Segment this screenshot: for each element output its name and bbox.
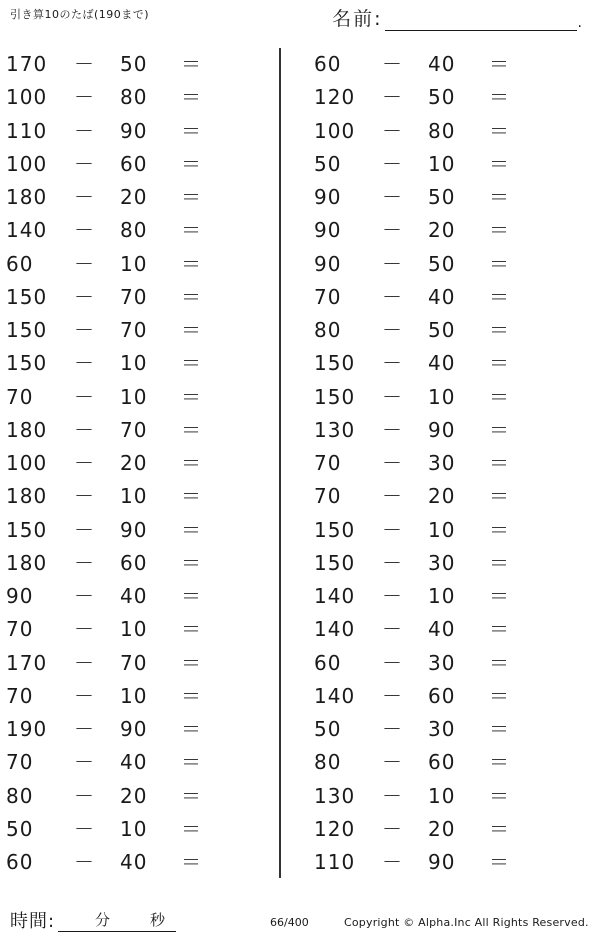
minuend: 70 [6, 683, 34, 708]
problem-row [308, 48, 588, 81]
minus-sign: － [74, 617, 94, 642]
minuend: 60 [6, 850, 34, 874]
minuend: 90 [314, 251, 342, 276]
equals-sign: ＝ [489, 85, 509, 110]
equals-sign: ＝ [489, 517, 509, 542]
problem-row [0, 314, 280, 347]
minuend: 150 [314, 517, 356, 542]
problem-row [0, 48, 280, 81]
minus-sign: － [74, 185, 94, 209]
subtrahend: 40 [428, 52, 456, 76]
equals-sign: ＝ [181, 584, 201, 608]
subtrahend: 60 [428, 683, 456, 708]
minus-sign: － [382, 417, 402, 442]
problem-row [308, 314, 588, 347]
copyright-notice: Copyright © Alpha.Inc All Rights Reserved. [344, 916, 589, 929]
minus-sign: － [382, 185, 402, 209]
equals-sign: ＝ [181, 384, 201, 409]
minuend: 50 [314, 717, 342, 741]
subtrahend: 20 [120, 783, 148, 808]
problem-row [308, 680, 588, 713]
equals-sign: ＝ [489, 550, 509, 575]
seconds-label: 秒 [150, 911, 166, 929]
equals-sign: ＝ [489, 417, 509, 442]
minus-sign: － [382, 384, 402, 409]
subtrahend: 80 [428, 118, 456, 143]
subtrahend: 40 [120, 584, 148, 608]
subtrahend: 30 [428, 451, 456, 475]
equals-sign: ＝ [489, 185, 509, 209]
minuend: 170 [6, 52, 48, 76]
subtrahend: 10 [428, 517, 456, 542]
minus-sign: － [382, 783, 402, 808]
equals-sign: ＝ [181, 850, 201, 874]
subtrahend: 90 [120, 118, 148, 143]
minuend: 140 [6, 218, 48, 243]
problem-row [0, 248, 280, 281]
minuend: 60 [314, 52, 342, 76]
page-count: 66/400 [270, 916, 309, 929]
subtrahend: 20 [428, 816, 456, 841]
problem-row [0, 647, 280, 680]
minuend: 130 [314, 417, 356, 442]
equals-sign: ＝ [489, 750, 509, 775]
subtrahend: 70 [120, 284, 148, 309]
minus-sign: － [382, 451, 402, 475]
minuend: 70 [6, 384, 34, 409]
equals-sign: ＝ [181, 517, 201, 542]
minus-sign: － [74, 451, 94, 475]
minuend: 90 [314, 185, 342, 209]
problem-row [0, 813, 280, 846]
subtrahend: 60 [428, 750, 456, 775]
minus-sign: － [382, 52, 402, 76]
minuend: 50 [314, 151, 342, 176]
problem-row [308, 347, 588, 380]
equals-sign: ＝ [181, 151, 201, 176]
equals-sign: ＝ [489, 617, 509, 642]
subtrahend: 10 [120, 251, 148, 276]
problem-row [0, 713, 280, 746]
equals-sign: ＝ [181, 451, 201, 475]
problem-row [0, 846, 280, 879]
problem-row [308, 447, 588, 480]
subtrahend: 40 [120, 850, 148, 874]
problem-row [308, 181, 588, 214]
minus-sign: － [382, 318, 402, 342]
problem-row [308, 647, 588, 680]
problem-row [308, 580, 588, 613]
problem-row [308, 248, 588, 281]
minus-sign: － [74, 783, 94, 808]
subtrahend: 50 [428, 318, 456, 342]
subtrahend: 30 [428, 550, 456, 575]
subtrahend: 90 [428, 417, 456, 442]
minutes-label: 分 [95, 911, 111, 929]
minuend: 150 [6, 318, 48, 342]
equals-sign: ＝ [181, 52, 201, 76]
subtrahend: 30 [428, 717, 456, 741]
problem-row [0, 414, 280, 447]
minuend: 100 [314, 118, 356, 143]
equals-sign: ＝ [181, 118, 201, 143]
problem-row [308, 381, 588, 414]
problem-row [308, 148, 588, 181]
minus-sign: － [74, 351, 94, 376]
equals-sign: ＝ [489, 484, 509, 509]
problem-row [0, 81, 280, 114]
name-line-end-dot: . [577, 15, 582, 31]
subtrahend: 50 [120, 52, 148, 76]
problem-row [0, 780, 280, 813]
subtrahend: 80 [120, 218, 148, 243]
minus-sign: － [74, 550, 94, 575]
subtrahend: 10 [428, 151, 456, 176]
minus-sign: － [382, 151, 402, 176]
subtrahend: 10 [428, 783, 456, 808]
minus-sign: － [74, 584, 94, 608]
minus-sign: － [382, 284, 402, 309]
subtrahend: 10 [120, 351, 148, 376]
minuend: 140 [314, 683, 356, 708]
equals-sign: ＝ [181, 816, 201, 841]
equals-sign: ＝ [181, 717, 201, 741]
equals-sign: ＝ [181, 484, 201, 509]
subtrahend: 70 [120, 417, 148, 442]
minuend: 80 [314, 318, 342, 342]
minuend: 90 [6, 584, 34, 608]
name-field-area [332, 4, 582, 31]
minus-sign: － [74, 52, 94, 76]
minus-sign: － [74, 683, 94, 708]
minuend: 100 [6, 451, 48, 475]
minuend: 110 [6, 118, 48, 143]
minuend: 90 [314, 218, 342, 243]
problem-row [0, 613, 280, 646]
subtrahend: 20 [428, 218, 456, 243]
equals-sign: ＝ [181, 218, 201, 243]
problem-row [308, 613, 588, 646]
minuend: 180 [6, 185, 48, 209]
equals-sign: ＝ [489, 816, 509, 841]
minuend: 80 [314, 750, 342, 775]
problem-row [308, 480, 588, 513]
minus-sign: － [74, 151, 94, 176]
minuend: 80 [6, 783, 34, 808]
minus-sign: － [74, 750, 94, 775]
subtrahend: 80 [120, 85, 148, 110]
problem-row [0, 214, 280, 247]
minuend: 140 [314, 584, 356, 608]
subtrahend: 50 [428, 251, 456, 276]
equals-sign: ＝ [489, 584, 509, 608]
minuend: 170 [6, 650, 48, 675]
minuend: 70 [6, 617, 34, 642]
subtrahend: 20 [120, 185, 148, 209]
minuend: 70 [314, 484, 342, 509]
problem-row [0, 447, 280, 480]
problem-row [308, 846, 588, 879]
equals-sign: ＝ [489, 118, 509, 143]
minuend: 60 [314, 650, 342, 675]
equals-sign: ＝ [489, 251, 509, 276]
subtrahend: 60 [120, 550, 148, 575]
footer [0, 905, 600, 935]
subtrahend: 10 [428, 584, 456, 608]
minus-sign: － [74, 318, 94, 342]
minuend: 100 [6, 85, 48, 110]
minus-sign: － [382, 550, 402, 575]
problem-row [0, 547, 280, 580]
subtrahend: 40 [428, 351, 456, 376]
problem-row [308, 746, 588, 779]
subtrahend: 50 [428, 85, 456, 110]
equals-sign: ＝ [181, 417, 201, 442]
equals-sign: ＝ [489, 318, 509, 342]
equals-sign: ＝ [489, 783, 509, 808]
minuend: 50 [6, 816, 34, 841]
minus-sign: － [382, 683, 402, 708]
minus-sign: － [74, 517, 94, 542]
worksheet-title: 引き算10のたば(190まで) [10, 8, 150, 21]
subtrahend: 90 [428, 850, 456, 874]
problem-row [308, 214, 588, 247]
minus-sign: － [74, 717, 94, 741]
subtrahend: 40 [428, 284, 456, 309]
problem-row [308, 780, 588, 813]
problem-row [308, 115, 588, 148]
minuend: 140 [314, 617, 356, 642]
problem-row [308, 514, 588, 547]
subtrahend: 90 [120, 517, 148, 542]
problem-row [308, 713, 588, 746]
subtrahend: 40 [120, 750, 148, 775]
equals-sign: ＝ [489, 52, 509, 76]
minus-sign: － [74, 118, 94, 143]
equals-sign: ＝ [181, 351, 201, 376]
equals-sign: ＝ [181, 550, 201, 575]
minuend: 70 [6, 750, 34, 775]
minus-sign: － [382, 584, 402, 608]
equals-sign: ＝ [181, 750, 201, 775]
equals-sign: ＝ [181, 85, 201, 110]
minuend: 150 [6, 517, 48, 542]
equals-sign: ＝ [489, 218, 509, 243]
problem-row [0, 281, 280, 314]
minus-sign: － [74, 816, 94, 841]
minuend: 150 [314, 351, 356, 376]
subtrahend: 70 [120, 650, 148, 675]
minus-sign: － [382, 650, 402, 675]
problem-row [0, 181, 280, 214]
minuend: 150 [314, 384, 356, 409]
minus-sign: － [382, 251, 402, 276]
minus-sign: － [74, 417, 94, 442]
subtrahend: 40 [428, 617, 456, 642]
minus-sign: － [382, 717, 402, 741]
name-label: 名前: [332, 8, 383, 30]
minus-sign: － [74, 85, 94, 110]
name-write-line[interactable] [385, 10, 577, 31]
problem-row [0, 480, 280, 513]
subtrahend: 20 [120, 451, 148, 475]
time-label: 時間: [10, 911, 56, 932]
minuend: 120 [314, 816, 356, 841]
problem-row [308, 414, 588, 447]
minus-sign: － [382, 816, 402, 841]
minuend: 180 [6, 550, 48, 575]
problem-row [0, 680, 280, 713]
equals-sign: ＝ [489, 683, 509, 708]
problem-row [308, 547, 588, 580]
subtrahend: 30 [428, 650, 456, 675]
minuend: 150 [6, 284, 48, 309]
subtrahend: 10 [120, 484, 148, 509]
equals-sign: ＝ [181, 185, 201, 209]
problem-row [308, 281, 588, 314]
minus-sign: － [74, 850, 94, 874]
equals-sign: ＝ [181, 284, 201, 309]
minus-sign: － [382, 517, 402, 542]
minus-sign: － [74, 284, 94, 309]
minus-sign: － [382, 85, 402, 110]
equals-sign: ＝ [181, 617, 201, 642]
minus-sign: － [382, 118, 402, 143]
problem-row [0, 746, 280, 779]
equals-sign: ＝ [181, 318, 201, 342]
equals-sign: ＝ [489, 151, 509, 176]
minuend: 110 [314, 850, 356, 874]
minus-sign: － [74, 484, 94, 509]
minuend: 120 [314, 85, 356, 110]
minus-sign: － [382, 617, 402, 642]
minuend: 70 [314, 451, 342, 475]
minuend: 70 [314, 284, 342, 309]
minuend: 60 [6, 251, 34, 276]
minus-sign: － [74, 251, 94, 276]
equals-sign: ＝ [181, 650, 201, 675]
minus-sign: － [382, 850, 402, 874]
minus-sign: － [382, 218, 402, 243]
problem-row [308, 81, 588, 114]
equals-sign: ＝ [489, 351, 509, 376]
subtrahend: 10 [120, 617, 148, 642]
minuend: 180 [6, 417, 48, 442]
minuend: 190 [6, 717, 48, 741]
minus-sign: － [74, 650, 94, 675]
subtrahend: 10 [120, 816, 148, 841]
minus-sign: － [382, 484, 402, 509]
minus-sign: － [382, 750, 402, 775]
minuend: 100 [6, 151, 48, 176]
equals-sign: ＝ [489, 850, 509, 874]
subtrahend: 10 [120, 683, 148, 708]
equals-sign: ＝ [489, 284, 509, 309]
problem-row [308, 813, 588, 846]
minuend: 180 [6, 484, 48, 509]
minuend: 130 [314, 783, 356, 808]
minus-sign: － [382, 351, 402, 376]
equals-sign: ＝ [489, 384, 509, 409]
column-divider [279, 48, 281, 878]
problem-row [0, 148, 280, 181]
subtrahend: 10 [120, 384, 148, 409]
minuend: 150 [314, 550, 356, 575]
subtrahend: 90 [120, 717, 148, 741]
subtrahend: 60 [120, 151, 148, 176]
problem-row [0, 115, 280, 148]
subtrahend: 70 [120, 318, 148, 342]
problem-row [0, 381, 280, 414]
time-write-line[interactable] [58, 931, 176, 932]
subtrahend: 50 [428, 185, 456, 209]
equals-sign: ＝ [181, 251, 201, 276]
equals-sign: ＝ [489, 451, 509, 475]
problem-row [0, 514, 280, 547]
problem-row [0, 580, 280, 613]
equals-sign: ＝ [181, 783, 201, 808]
subtrahend: 20 [428, 484, 456, 509]
equals-sign: ＝ [489, 650, 509, 675]
equals-sign: ＝ [181, 683, 201, 708]
minus-sign: － [74, 218, 94, 243]
minus-sign: － [74, 384, 94, 409]
subtrahend: 10 [428, 384, 456, 409]
minuend: 150 [6, 351, 48, 376]
problem-row [0, 347, 280, 380]
equals-sign: ＝ [489, 717, 509, 741]
